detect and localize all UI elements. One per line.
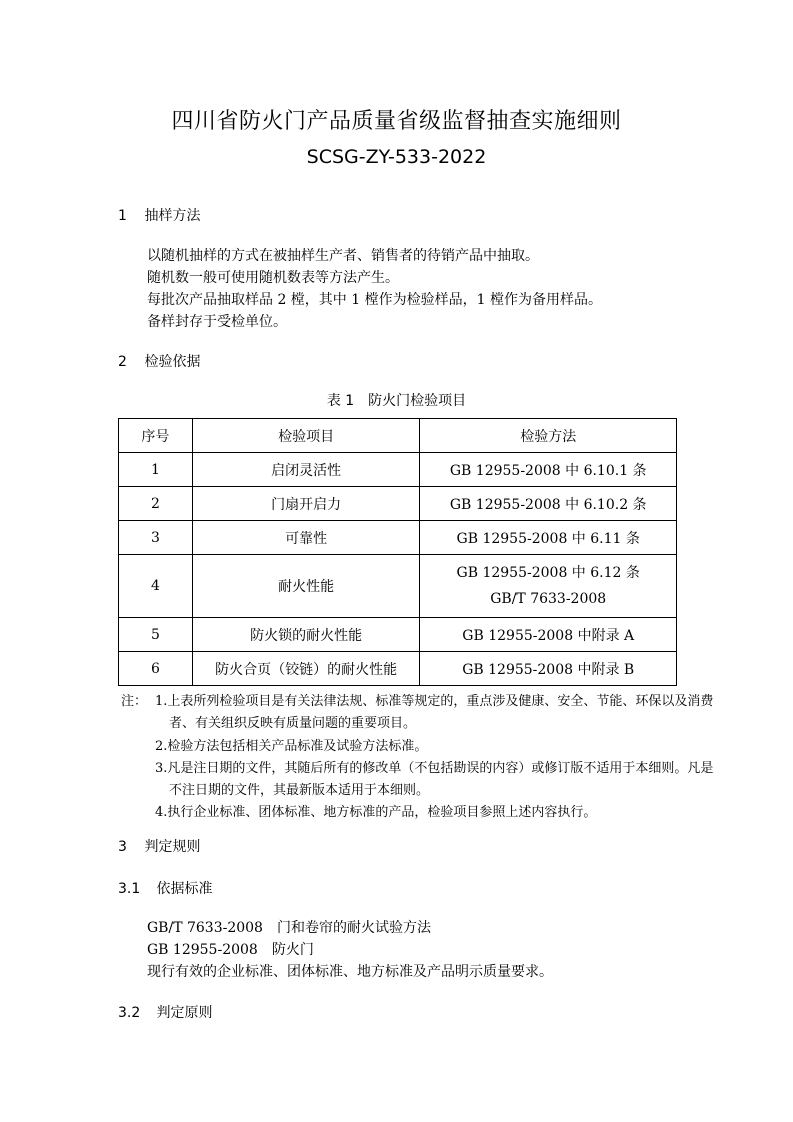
cell-no: 2 xyxy=(119,487,193,521)
paragraph: 每批次产品抽取样品 2 樘，其中 1 樘作为检验样品，1 樘作为备用样品。 xyxy=(147,292,602,308)
paragraph: 随机数一般可使用随机数表等方法产生。 xyxy=(147,270,399,286)
note-line: 3.凡是注日期的文件，其随后所有的修改单（不包括勘误的内容）或修订版不适用于本细则。凡是 xyxy=(155,761,714,776)
section-title: 抽样方法 xyxy=(144,208,201,224)
table-row xyxy=(119,555,677,618)
cell-method: GB 12955-2008 中附录 B xyxy=(420,652,677,686)
cell-item: 门扇开启力 xyxy=(192,487,420,521)
note-line: 4.执行企业标准、团体标准、地方标准的产品，检验项目参照上述内容执行。 xyxy=(155,805,597,820)
cell-method: GB 12955-2008 中附录 A xyxy=(420,618,677,652)
cell-item: 启闭灵活性 xyxy=(192,453,420,487)
paragraph: 备样封存于受检单位。 xyxy=(147,314,287,330)
column-header-item: 检验项目 xyxy=(192,419,420,453)
section-number: 3.1 xyxy=(118,881,141,897)
cell-no: 4 xyxy=(119,555,193,618)
section-number: 3.2 xyxy=(118,1005,141,1021)
standard-reference: GB 12955-2008 防火门 xyxy=(147,942,314,958)
section-3-1-heading xyxy=(118,878,212,898)
table-row xyxy=(119,521,677,555)
table-row xyxy=(119,453,677,487)
section-number: 1 xyxy=(118,208,127,224)
table-header-row xyxy=(119,419,677,453)
document-code: SCSG-ZY-533-2022 xyxy=(306,146,487,168)
method-line: GB 12955-2008 中 6.12 条 xyxy=(456,565,640,581)
cell-no: 1 xyxy=(119,453,193,487)
cell-method: GB 12955-2008 中 6.11 条 xyxy=(420,521,677,555)
section-number: 2 xyxy=(118,354,127,370)
paragraph: 现行有效的企业标准、团体标准、地方标准及产品明示质量要求。 xyxy=(147,964,553,980)
cell-item: 可靠性 xyxy=(192,521,420,555)
section-title: 检验依据 xyxy=(144,354,201,370)
cell-item: 耐火性能 xyxy=(192,555,420,618)
section-title: 判定规则 xyxy=(144,839,201,855)
cell-item: 防火合页（铰链）的耐火性能 xyxy=(192,652,420,686)
note-line: 者、有关组织反映有质量问题的重要项目。 xyxy=(169,716,417,731)
section-number: 3 xyxy=(118,839,127,855)
column-header-no: 序号 xyxy=(119,419,193,453)
cell-method: GB 12955-2008 中 6.10.1 条 xyxy=(420,453,677,487)
note-line: 1.上表所列检验项目是有关法律法规、标准等规定的，重点涉及健康、安全、节能、环保以及消费 xyxy=(155,694,714,709)
table-caption xyxy=(0,390,793,410)
cell-method xyxy=(420,555,677,618)
cell-no: 5 xyxy=(119,618,193,652)
inspection-items-table xyxy=(118,418,677,686)
table-caption-text: 防火门检验项目 xyxy=(368,393,467,409)
section-2-heading xyxy=(118,351,200,371)
section-title: 依据标准 xyxy=(156,881,213,897)
section-title: 判定原则 xyxy=(156,1005,213,1021)
table-row xyxy=(119,487,677,521)
note-line: 2.检验方法包括相关产品标准及试验方法标准。 xyxy=(155,739,428,754)
note-line: 不注日期的文件，其最新版本适用于本细则。 xyxy=(169,783,430,798)
method-line: GB/T 7633-2008 xyxy=(490,591,607,607)
paragraph: 以随机抽样的方式在被抽样生产者、销售者的待销产品中抽取。 xyxy=(147,248,539,264)
section-3-heading xyxy=(118,836,200,856)
table-row xyxy=(119,652,677,686)
standard-reference: GB/T 7633-2008 门和卷帘的耐火试验方法 xyxy=(147,920,431,936)
cell-no: 3 xyxy=(119,521,193,555)
section-3-2-heading xyxy=(118,1002,212,1022)
table-row xyxy=(119,618,677,652)
notes-label: 注： xyxy=(121,694,148,709)
column-header-method: 检验方法 xyxy=(420,419,677,453)
cell-method: GB 12955-2008 中 6.10.2 条 xyxy=(420,487,677,521)
cell-item: 防火锁的耐火性能 xyxy=(192,618,420,652)
section-1-heading xyxy=(118,205,200,225)
document-title: 四川省防火门产品质量省级监督抽查实施细则 xyxy=(171,109,622,134)
cell-no: 6 xyxy=(119,652,193,686)
table-caption-label: 表 1 xyxy=(326,393,355,409)
